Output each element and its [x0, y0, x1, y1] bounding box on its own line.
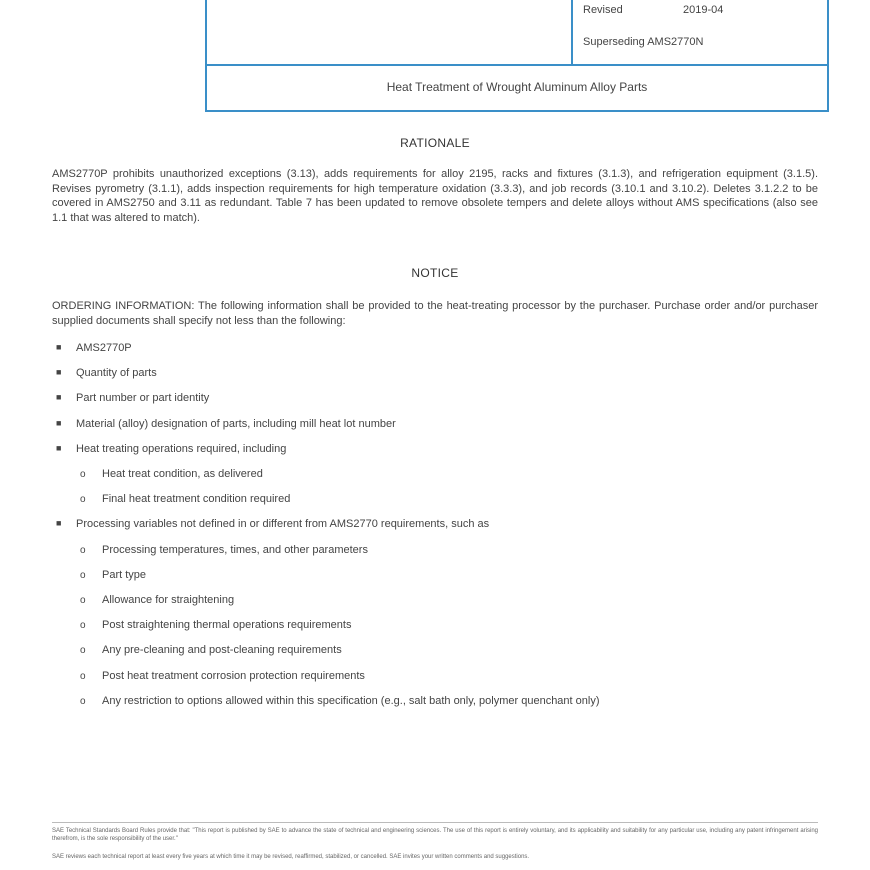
list-item-text: Heat treat condition, as delivered	[102, 468, 263, 480]
circle-bullet-icon: o	[80, 645, 86, 657]
revised-date: 2019-04	[683, 4, 724, 16]
bullet-icon: ■	[56, 417, 62, 428]
list-item	[56, 443, 286, 455]
list-item-text: Any pre-cleaning and post-cleaning requirements	[102, 644, 342, 657]
footer-rule	[52, 822, 818, 823]
sub-list-item	[80, 695, 600, 707]
bullet-icon: ■	[56, 342, 62, 352]
sub-list-item	[80, 619, 351, 631]
sub-list-item	[80, 594, 234, 606]
superseding-label: Superseding AMS2770N	[583, 36, 704, 48]
sub-list-item	[80, 569, 146, 581]
bullet-icon: ■	[56, 442, 62, 453]
list-item-text: Post heat treatment corrosion protection requirements	[102, 669, 365, 682]
sub-list-item	[80, 493, 290, 505]
sub-list-item	[80, 644, 342, 656]
sub-list-item	[80, 468, 263, 480]
circle-bullet-icon: o	[80, 469, 86, 480]
footer-review-note: SAE reviews each technical report at least every five years at which time it may be revised, reaffirmed, stabilized, or cancelled. SAE invites your written comments and suggestions.	[52, 854, 530, 860]
header-divider	[571, 0, 573, 64]
circle-bullet-icon: o	[80, 620, 86, 632]
list-item-text: Allowance for straightening	[102, 594, 235, 606]
document-header	[205, 0, 829, 112]
sub-list-item	[80, 670, 365, 682]
circle-bullet-icon: o	[80, 595, 86, 606]
notice-heading: NOTICE	[411, 266, 459, 280]
circle-bullet-icon: o	[80, 695, 86, 707]
list-item-text: Any restriction to options allowed within this specification (e.g., salt bath only, polymer quenchant only)	[102, 694, 600, 707]
circle-bullet-icon: o	[80, 494, 86, 506]
document-title: Heat Treatment of Wrought Aluminum Alloy Parts	[386, 80, 648, 94]
bullet-icon: ■	[56, 367, 62, 378]
revised-label: Revised	[583, 4, 623, 16]
list-item-text: Material (alloy) designation of parts, including mill heat lot number	[76, 417, 396, 430]
list-item-text: AMS2770P	[76, 342, 132, 354]
circle-bullet-icon: o	[80, 544, 86, 556]
ordering-information-text: ORDERING INFORMATION: The following information shall be provided to the heat-treating processor by the purchaser. Purchase order and/or purchaser supplied documents shall specify not less than the following:	[52, 300, 818, 327]
list-item-text: Part number or part identity	[76, 392, 210, 405]
list-item-text: Processing variables not defined in or different from AMS2770 requirements, such as	[76, 518, 490, 531]
list-item-text: Part type	[102, 568, 147, 581]
footer-disclaimer: SAE Technical Standards Board Rules provide that: "This report is published by SAE to advance the state of technical and engineering sciences. The use of this report is entirely voluntary, and its applicability and suitability for any particular use, including any patent infringement arising therefrom, is the sole responsibility of the user."	[52, 828, 818, 842]
circle-bullet-icon: o	[80, 569, 86, 581]
list-item	[56, 518, 489, 530]
circle-bullet-icon: o	[80, 670, 86, 682]
list-item-text: Final heat treatment condition required	[102, 493, 291, 506]
list-item	[56, 392, 209, 404]
bullet-icon: ■	[56, 518, 62, 529]
bullet-icon: ■	[56, 392, 62, 403]
list-item-text: Heat treating operations required, including	[76, 442, 287, 455]
header-top-section	[207, 0, 827, 66]
list-item	[56, 342, 132, 354]
list-item-text: Processing temperatures, times, and other parameters	[102, 543, 368, 556]
list-item-text: Post straightening thermal operations requirements	[102, 619, 352, 632]
list-item	[56, 367, 157, 379]
sub-list-item	[80, 544, 368, 556]
list-item	[56, 418, 396, 430]
rationale-text: AMS2770P prohibits unauthorized exceptions (3.13), adds requirements for alloy 2195, racks and fixtures (3.1.3), and refrigeration equipment (3.1.5). Revises pyrometry (3.1.1), adds inspection requirements for high temperature oxidation (3.3.3), and job records (3.10.1 and 3.10.2). Deletes 3.1.2.2 to be covered in AMS2750 and 3.11 as redundant. Table 7 has been updated to remove obsolete tempers and delete alloys without AMS specifications (also see 1.1 that was altered to match).	[52, 168, 818, 224]
rationale-heading: RATIONALE	[400, 136, 470, 150]
list-item-text: Quantity of parts	[76, 367, 157, 380]
